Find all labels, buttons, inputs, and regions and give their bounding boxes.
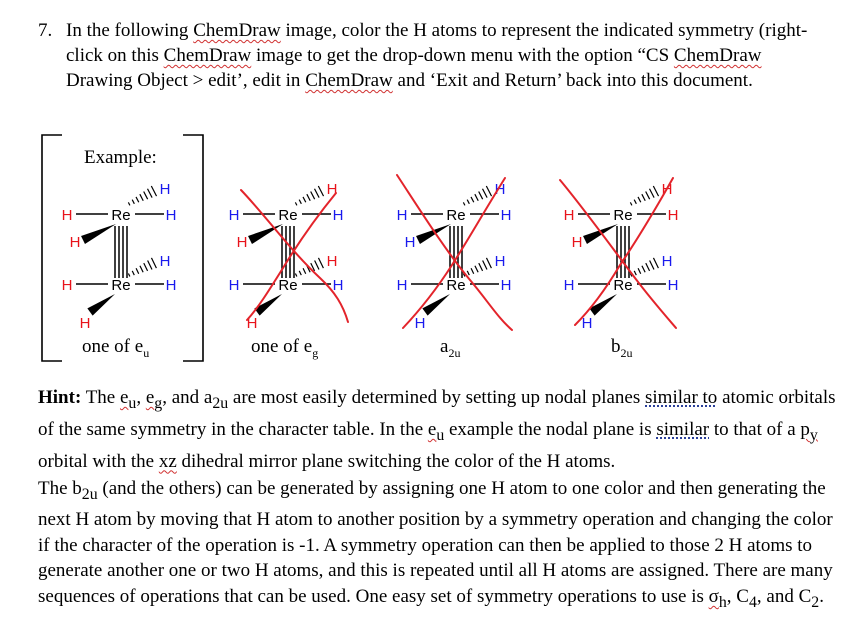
c4-subscript: 4 [748, 593, 757, 611]
hydrogen-atom: H [563, 207, 575, 224]
hashed-bond [483, 189, 488, 198]
para-part: The b [38, 478, 82, 499]
hydrogen-atom: H [246, 315, 258, 332]
hashed-bond [634, 271, 636, 275]
rhenium-atom: Re [111, 207, 131, 224]
similar-word: similar [656, 418, 710, 440]
rhenium-atom: Re [278, 277, 298, 294]
hashed-bond [303, 197, 306, 202]
rhenium-atom: Re [446, 277, 466, 294]
hashed-bond [299, 271, 301, 275]
hashed-bond [299, 200, 301, 204]
similar-to-word: similar to [645, 387, 718, 408]
hashed-bond [630, 202, 632, 205]
hydrogen-atom: H [61, 207, 73, 224]
hydrogen-atom: H [236, 234, 248, 251]
hashed-bond [307, 194, 310, 201]
py-symbol: $p_y$ [800, 418, 818, 444]
hashed-bond [151, 186, 156, 196]
label-one-of-eu: one of $e_u$ [82, 336, 150, 360]
hydrogen-atom: H [332, 207, 344, 224]
hint-part: , and a [162, 387, 213, 408]
hydrogen-atom: H [165, 277, 177, 294]
hydrogen-atom: H [661, 253, 673, 270]
rhenium-atom: Re [111, 277, 131, 294]
hashed-bond [136, 268, 139, 273]
hashed-bond [475, 266, 478, 273]
hydrogen-atom: H [159, 181, 171, 198]
hashed-bond [140, 266, 143, 273]
hashed-bond [486, 258, 491, 268]
para-part: , C [726, 585, 749, 607]
hint-part: atomic orbitals of the same symmetry in the character table. In the [38, 387, 836, 440]
hydrogen-atom: H [661, 181, 673, 198]
hashed-bond [486, 186, 491, 196]
hashed-bond [148, 189, 153, 198]
hashed-bond [311, 191, 315, 199]
hashed-bond [148, 260, 152, 269]
hashed-bond [132, 200, 134, 204]
rhenium-atom: Re [613, 277, 633, 294]
hashed-bond [151, 258, 156, 268]
hashed-bond [638, 197, 641, 202]
hydrogen-atom: H [500, 277, 512, 294]
hashed-bond [467, 271, 469, 275]
question-part: Drawing Object > edit’, edit in [66, 70, 306, 91]
hint-part: The [81, 387, 120, 408]
hydrogen-atom: H [61, 277, 73, 294]
hydrogen-atom: H [494, 181, 506, 198]
chemdraw-word: ChemDraw [305, 70, 393, 91]
hydrogen-atom: H [69, 234, 81, 251]
hashed-bond [634, 200, 636, 204]
wedge-bond [416, 224, 451, 244]
hashed-bond [471, 197, 474, 202]
hashed-bond [128, 202, 130, 205]
hashed-bond [638, 268, 641, 273]
hydrogen-atom: H [414, 315, 426, 332]
xz-word: xz [158, 450, 177, 472]
eg-symbol: $e_g$ [145, 387, 163, 412]
eu-symbol: $e_u$ [119, 387, 137, 412]
hashed-bond [642, 266, 645, 273]
hydrogen-atom: H [159, 253, 171, 270]
wedge-bond [87, 294, 115, 316]
explanation-paragraph [38, 476, 838, 615]
hint-part: are most easily determined by setting up nodal planes [228, 387, 645, 408]
hashed-bond [132, 271, 134, 275]
wedge-bond [81, 224, 116, 244]
wedge-bond [583, 224, 618, 244]
hashed-bond [315, 260, 319, 269]
hydrogen-atom: H [581, 315, 593, 332]
left-bracket [42, 135, 62, 361]
wedge-bond [248, 224, 283, 244]
hydrogen-atom: H [571, 234, 583, 251]
rhenium-atom: Re [613, 207, 633, 224]
hashed-bond [144, 191, 148, 199]
hint-part: to that of a [709, 418, 801, 440]
hashed-bond [295, 202, 297, 205]
hydrogen-atom: H [228, 277, 240, 294]
hashed-bond [467, 200, 469, 204]
hydrogen-atom: H [332, 277, 344, 294]
hydrogen-atom: H [326, 253, 338, 270]
hydrogen-atom: H [494, 253, 506, 270]
c2-subscript: 2 [811, 593, 820, 611]
cross-line [575, 178, 673, 325]
hydrogen-atom: H [79, 315, 91, 332]
hashed-bond [136, 197, 139, 202]
hint-part: , [136, 387, 146, 408]
hashed-bond [463, 202, 465, 205]
a2u-subscript: 2u [212, 394, 229, 412]
hydrogen-atom: H [326, 181, 338, 198]
hashed-bond [315, 189, 320, 198]
label-b2u: $b_{2u}$ [611, 336, 633, 360]
hashed-bond [318, 258, 323, 268]
b2u-subscript: 2u [81, 485, 98, 503]
hint-part: dihedral mirror plane switching the color of the H atoms. [176, 450, 616, 472]
label-one-of-eg: one of $e_g$ [251, 336, 319, 360]
chemdraw-word: ChemDraw [193, 20, 281, 41]
question-number: 7. [38, 20, 53, 41]
hint-part: orbital with the [38, 450, 159, 472]
rhenium-atom: Re [446, 207, 466, 224]
hashed-bond [479, 263, 483, 271]
hydrogen-atom: H [396, 277, 408, 294]
hashed-bond [646, 191, 650, 199]
para-part: . [819, 585, 824, 607]
hint-paragraph [38, 385, 838, 475]
question-part: and ‘Exit and Return’ back into this document. [392, 70, 753, 91]
hashed-bond [475, 194, 478, 201]
hydrogen-atom: H [563, 277, 575, 294]
question-part: image to get the drop-down menu with the option “CS [251, 45, 674, 66]
wedge-bond [422, 294, 450, 316]
hashed-bond [471, 268, 474, 273]
label-a2u: $a_{2u}$ [440, 336, 461, 360]
hashed-bond [303, 268, 306, 273]
hint-part: example the nodal plane is [444, 418, 657, 440]
hydrogen-atom: H [404, 234, 416, 251]
rhenium-atom: Re [278, 207, 298, 224]
eu-symbol: $e_u$ [427, 418, 445, 444]
hashed-bond [144, 263, 148, 271]
hashed-bond [318, 186, 323, 196]
hydrogen-atom: H [667, 277, 679, 294]
hashed-bond [642, 194, 645, 201]
right-bracket [183, 135, 203, 361]
hydrogen-atom: H [500, 207, 512, 224]
hydrogen-atom: H [228, 207, 240, 224]
question-part: image, color the H atoms to represent the indicated symmetry (right-click on this [66, 20, 808, 66]
hashed-bond [483, 260, 487, 269]
chemdraw-word: ChemDraw [673, 45, 762, 66]
hydrogen-atom: H [396, 207, 408, 224]
hashed-bond [646, 263, 650, 271]
hydrogen-atom: H [165, 207, 177, 224]
hydrogen-atom: H [667, 207, 679, 224]
hashed-bond [653, 186, 658, 196]
hashed-bond [479, 191, 483, 199]
para-part: (and the others) can be generated by assigning one H atom to one color and then generating the next H atom by moving that H atom to another position by a symmetry operation and changing the color if the character of the operation is -1. A symmetry operation can then be applied to those 2 H atoms to generate another one or two H atoms, and this is repeated until all H atoms are assigned. There are many sequences of operations that can be used. One easy set of symmetry operations to use is [38, 478, 833, 607]
sigma-h-symbol: $\sigma_h$ [708, 585, 727, 611]
chemdraw-word: ChemDraw [163, 45, 252, 66]
question-part: In the following [66, 20, 194, 41]
hashed-bond [653, 258, 658, 268]
hashed-bond [650, 189, 655, 198]
hashed-bond [650, 260, 654, 269]
para-part: , and C [756, 585, 812, 607]
hashed-bond [140, 194, 143, 201]
example-title: Example: [84, 147, 157, 168]
hint-label: Hint: [38, 387, 82, 408]
